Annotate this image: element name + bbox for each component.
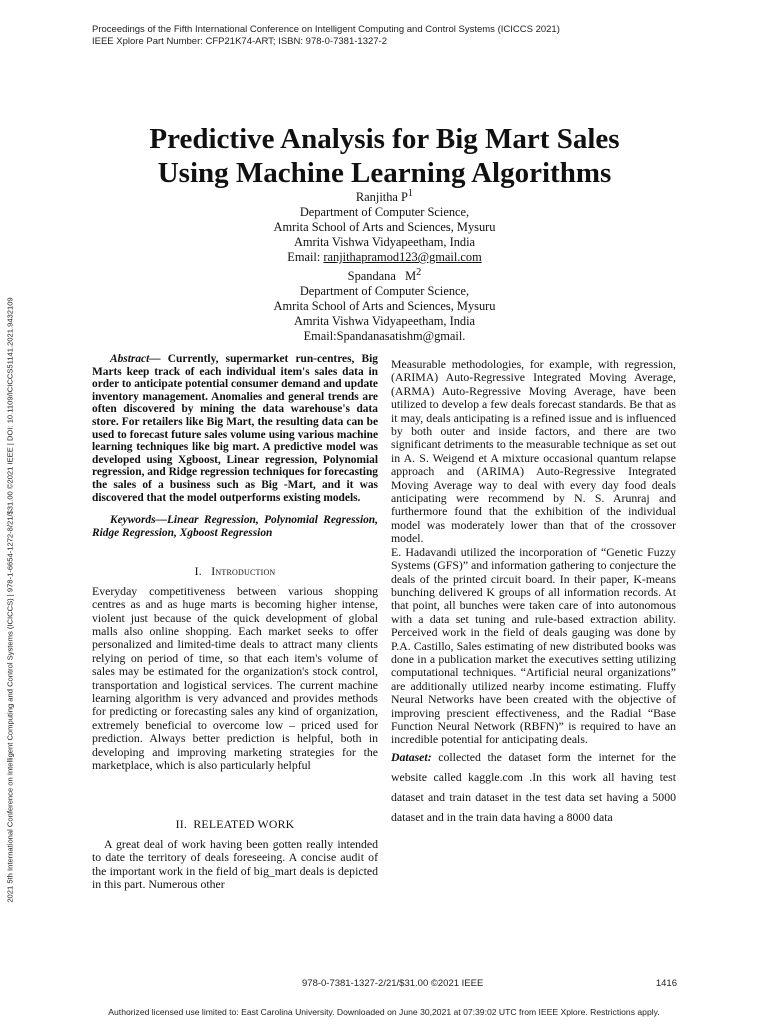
author-1-name: Ranjitha P xyxy=(355,190,408,205)
paper-title xyxy=(92,122,677,190)
author-2-email: Spandanasatishm@gmail. xyxy=(336,329,466,344)
right-para-1: Measurable methodologies, for example, with regression, (ARIMA) Auto-Regressive Integrated Moving Average, (ARMA) Auto-Regressive Moving Average, have been utilized to develop a few deals forecast standards. Be that as it may, deals anticipating is a refined issue and is influenced by both outer and inside factors, and there are two significant detriments to the measurable technique as set out in A. S. Weigend et A mixture occasional quantum relapse approach and (ARIMA) Auto-Regressive Integrated Moving Average way to deal with every day food deals anticipating were recommend by N. S. Arunraj and furthermore found that the exhibition of the individual model was moderately lower than that of the crossover model. xyxy=(391,357,676,546)
author-2-name: Spandana M xyxy=(347,269,417,284)
section-2-heading: II. RELEATED WORK xyxy=(175,817,295,832)
conference-header xyxy=(92,24,560,48)
author-1-email-link[interactable]: ranjithapramod123@gmail.com xyxy=(323,250,482,265)
side-citation-strip xyxy=(2,240,18,960)
left-column xyxy=(92,353,378,891)
author-1-email-label: Email: xyxy=(287,250,324,265)
author-block xyxy=(92,186,677,344)
keywords-label: Keywords— xyxy=(110,514,167,527)
license-notice: Authorized licensed use limited to: East Carolina University. Downloaded on June 30,2021 at 07:39:02 UTC from IEEE Xplore. Restrictions apply. xyxy=(108,1007,660,1017)
page-number: 1416 xyxy=(655,978,677,989)
keywords xyxy=(92,514,378,539)
section-2-body: A great deal of work having been gotten really intended to date the territory of deals foreseeing. A concise audit of the important work in the field of big_mart deals is depicted in this part. Numerous other xyxy=(92,836,378,892)
header-line-2: IEEE Xplore Part Number: CFP21K74-ART; ISBN: 978-0-7381-1327-2 xyxy=(92,36,387,47)
right-para-2: E. Hadavandi utilized the incorporation of “Genetic Fuzzy Systems (GFS)” and information gathering to conjecture the deals of the printed circuit board. In their paper, K-means bunching delivered K groups of all information records. At that point, all bunches were taken care of into autonomous with a data set tuning and rule-based extraction ability. Perceived work in the field of deals gauging was done by P.A. Castillo, Sales estimating of new distributed books was done in a publication market the executives setting utilizing computational techniques. “Artificial neural organizations” are additionally utilized nearby income estimating. Fluffy Neural Networks have been created with the objective of improving prescient effectiveness, and the Radial “Base Function Neural Network (RBFN)” is required to have an incredible potential for anticipating deals. xyxy=(391,544,676,747)
dataset-text: collected the dataset form the internet for the website called kaggle.com .In this work all having test dataset and train dataset in the test data set having a 5000 dataset and in the train data having a 8000 data xyxy=(391,749,676,824)
title-line-2: Using Machine Learning Algorithms xyxy=(157,157,612,189)
author-2-univ: Amrita Vishwa Vidyapeetham, India xyxy=(293,314,476,329)
keywords-text: Linear Regression, Polynomial Regression, Ridge Regression, Xgboost Regression xyxy=(92,514,378,539)
abstract xyxy=(92,353,378,504)
author-2-email-label: Email: xyxy=(303,329,337,344)
dataset-label: Dataset: xyxy=(391,749,432,764)
author-1-email-line xyxy=(92,250,677,265)
side-citation-text: 2021 5th International Conference on Intelligent Computing and Control Systems (ICICCS) | 978-1-6654-1272-8/21/$31.00 ©2021 IEEE | DOI: 10.1109/ICICCS51141.2021.9432109 xyxy=(5,297,15,903)
author-2-name-line xyxy=(92,265,677,284)
abstract-lead: Abstract— xyxy=(110,353,161,365)
author-2-dept: Department of Computer Science, xyxy=(299,284,470,299)
author-2-email-line xyxy=(92,329,677,344)
header-line-1: Proceedings of the Fifth International Conference on Intelligent Computing and Control Systems (ICICCS 2021) xyxy=(92,24,560,35)
section-1-body: Everyday competitiveness between various shopping centres as and as huge marts is becoming higher intense, violent just because of the quick development of global malls also online shopping. Each market seeks to offer personalized and limited-time deals to attract many clients relying on period of time, so that each item's volume of sales may be estimated for the organization's stock control, transportation and logistical services. The current machine learning algorithm is very advanced and provides methods for predicting or forecasting sales any kind of organization, extremely beneficial to overcome low – priced used for prediction. Always better prediction is helpful, both in developing and improving marketing strategies for the marketplace, which is also particularly helpful xyxy=(92,583,378,772)
dataset-paragraph xyxy=(391,747,676,827)
author-1-school: Amrita School of Arts and Sciences, Mysuru xyxy=(273,220,496,235)
title-line-1: Predictive Analysis for Big Mart Sales xyxy=(149,123,620,155)
author-2-sup: 2 xyxy=(416,267,422,279)
section-1-heading: I. Introduction xyxy=(194,564,276,579)
author-1-name-line xyxy=(92,186,677,205)
abstract-text: Currently, supermarket run-centres, Big Marts keep track of each individual item's sales data in order to anticipate potential consumer demand and update inventory management. Anomalies and general trends are often discovered by mining the data warehouse's data store. For retailers like Big Mart, the resulting data can be used to forecast future sales volume using various machine learning techniques like big mart. A predictive model was developed using Xgboost, Linear regression, Polynomial regression, and Ridge regression techniques for forecasting the sales of a business such as Big -Mart, and it was discovered that the model outperforms existing models. xyxy=(92,353,378,504)
author-2-school: Amrita School of Arts and Sciences, Mysuru xyxy=(273,299,496,314)
author-1-dept: Department of Computer Science, xyxy=(299,205,470,220)
footer-copyright: 978-0-7381-1327-2/21/$31.00 ©2021 IEEE xyxy=(302,978,484,989)
right-column xyxy=(391,358,676,827)
author-1-univ: Amrita Vishwa Vidyapeetham, India xyxy=(293,235,476,250)
author-1-sup: 1 xyxy=(407,188,414,199)
